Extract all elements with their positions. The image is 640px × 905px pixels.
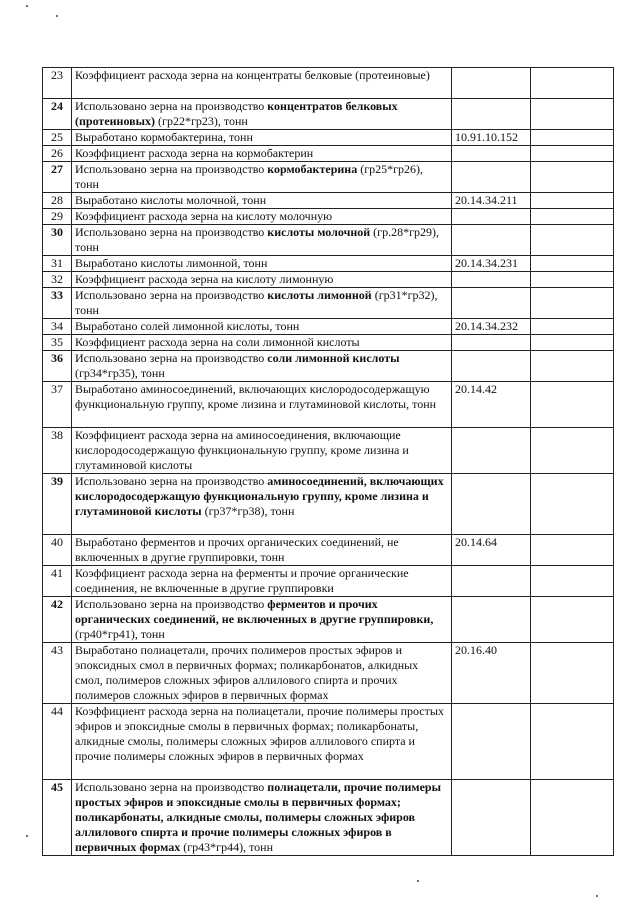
indicator-description-cell	[72, 68, 452, 99]
indicator-description-cell	[72, 780, 452, 856]
table-row	[43, 597, 614, 643]
product-code-cell	[452, 351, 531, 382]
value-cell	[531, 209, 614, 225]
indicator-description-cell	[72, 209, 452, 225]
table-row	[43, 780, 614, 856]
description-text: Выработано аминосоединений, включающих кислородосодержащую функциональную группу, кроме лизина и глутаминовой кислоты, тонн	[75, 382, 437, 411]
description-text: Коэффициент расхода зерна на соли лимонной кислоты	[75, 335, 360, 349]
product-code-cell: 20.16.40	[452, 643, 531, 704]
table-row	[43, 146, 614, 162]
indicator-description-cell	[72, 225, 452, 256]
description-text: Выработано кормобактерина, тонн	[75, 130, 253, 144]
row-number-cell: 32	[43, 272, 72, 288]
description-text: Использовано зерна на производство	[75, 474, 268, 488]
indicator-description-cell	[72, 288, 452, 319]
value-cell	[531, 68, 614, 99]
row-number-cell: 28	[43, 193, 72, 209]
value-cell	[531, 225, 614, 256]
table-row	[43, 225, 614, 256]
row-number-cell: 45	[43, 780, 72, 856]
table-row	[43, 162, 614, 193]
indicator-description-cell	[72, 130, 452, 146]
table-row	[43, 288, 614, 319]
indicator-description-cell	[72, 704, 452, 780]
product-code-cell: 20.14.42	[452, 382, 531, 428]
product-code-cell	[452, 146, 531, 162]
table-row	[43, 68, 614, 99]
description-text: Выработано кислоты молочной, тонн	[75, 193, 267, 207]
indicator-description-cell	[72, 566, 452, 597]
description-text: Коэффициент расхода зерна на кислоту лимонную	[75, 272, 334, 286]
table-row	[43, 428, 614, 474]
description-text: Выработано ферментов и прочих органических соединений, не включенных в другие группировки, тонн	[75, 535, 399, 564]
row-number-cell: 30	[43, 225, 72, 256]
value-cell	[531, 288, 614, 319]
description-text: (гр.28*гр29), тонн	[75, 225, 440, 254]
table-row	[43, 319, 614, 335]
product-code-cell: 20.14.34.232	[452, 319, 531, 335]
row-number-cell: 29	[43, 209, 72, 225]
value-cell	[531, 780, 614, 856]
product-code-cell	[452, 474, 531, 535]
product-code-cell: 20.14.34.211	[452, 193, 531, 209]
row-number-cell: 44	[43, 704, 72, 780]
description-text: (гр43*гр44), тонн	[180, 840, 274, 854]
value-cell	[531, 643, 614, 704]
value-cell	[531, 272, 614, 288]
indicator-description-cell	[72, 643, 452, 704]
description-bold-text: полиацетали, прочие полимеры простых эфиров и эпоксидные смолы в первичных формах; поликарбонаты, алкидные смолы, полимеры сложных эфиров аллилового спирта и прочие полимеры сложных эфиров в первичных формах	[75, 780, 441, 854]
scan-speck	[596, 895, 598, 897]
indicator-description-cell	[72, 319, 452, 335]
description-bold-text: концентратов белковых (протеиновых)	[75, 99, 398, 128]
table-row	[43, 351, 614, 382]
description-text: Использовано зерна на производство	[75, 162, 268, 176]
indicator-description-cell	[72, 351, 452, 382]
scan-speck	[26, 5, 28, 7]
description-text: (гр37*гр38), тонн	[201, 504, 295, 518]
row-number-cell: 39	[43, 474, 72, 535]
description-text: (гр22*гр23), тонн	[155, 114, 248, 128]
indicator-description-cell	[72, 256, 452, 272]
product-code-cell	[452, 780, 531, 856]
value-cell	[531, 428, 614, 474]
row-number-cell: 43	[43, 643, 72, 704]
description-text: (гр31*гр32), тонн	[75, 288, 438, 317]
description-text: Использовано зерна на производство	[75, 351, 268, 365]
indicator-description-cell	[72, 193, 452, 209]
description-text: Выработано солей лимонной кислоты, тонн	[75, 319, 300, 333]
indicator-description-cell	[72, 597, 452, 643]
description-bold-text: ферментов и прочих органических соединений, не включенных в другие группировки,	[75, 597, 434, 626]
indicator-description-cell	[72, 382, 452, 428]
table-row	[43, 193, 614, 209]
value-cell	[531, 256, 614, 272]
description-text: Коэффициент расхода зерна на полиацетали, прочие полимеры простых эфиров и эпоксидные смолы в первичных формах; поликарбонаты, алкидные смолы, полимеры сложных эфиров аллилового спирта и прочие полимеры сложных эфиров в первичных формах	[75, 704, 444, 763]
value-cell	[531, 99, 614, 130]
table-row	[43, 474, 614, 535]
product-code-cell	[452, 209, 531, 225]
table-row	[43, 209, 614, 225]
table-row	[43, 99, 614, 130]
scan-speck	[26, 835, 28, 837]
row-number-cell: 36	[43, 351, 72, 382]
product-code-cell: 10.91.10.152	[452, 130, 531, 146]
indicator-description-cell	[72, 146, 452, 162]
product-code-cell	[452, 99, 531, 130]
value-cell	[531, 535, 614, 566]
value-cell	[531, 597, 614, 643]
table-row	[43, 566, 614, 597]
table-row	[43, 535, 614, 566]
description-text: Коэффициент расхода зерна на кормобактерин	[75, 146, 314, 160]
row-number-cell: 35	[43, 335, 72, 351]
description-text: Использовано зерна на производство	[75, 780, 268, 794]
value-cell	[531, 704, 614, 780]
table-row	[43, 704, 614, 780]
description-text: (гр34*гр35), тонн	[75, 366, 165, 380]
value-cell	[531, 566, 614, 597]
value-cell	[531, 162, 614, 193]
table-row	[43, 382, 614, 428]
row-number-cell: 24	[43, 99, 72, 130]
description-text: Коэффициент расхода зерна на концентраты белковые (протеиновые)	[75, 68, 430, 82]
value-cell	[531, 474, 614, 535]
indicator-description-cell	[72, 272, 452, 288]
product-code-cell	[452, 335, 531, 351]
value-cell	[531, 351, 614, 382]
indicator-description-cell	[72, 335, 452, 351]
product-code-cell	[452, 566, 531, 597]
product-code-cell: 20.14.34.231	[452, 256, 531, 272]
row-number-cell: 40	[43, 535, 72, 566]
indicator-description-cell	[72, 99, 452, 130]
description-text: (гр25*гр26), тонн	[75, 162, 424, 191]
table-row	[43, 643, 614, 704]
description-bold-text: кислоты лимонной	[267, 288, 372, 302]
row-number-cell: 38	[43, 428, 72, 474]
row-number-cell: 37	[43, 382, 72, 428]
row-number-cell: 26	[43, 146, 72, 162]
product-code-cell	[452, 428, 531, 474]
value-cell	[531, 193, 614, 209]
value-cell	[531, 335, 614, 351]
description-text: Выработано кислоты лимонной, тонн	[75, 256, 268, 270]
row-number-cell: 23	[43, 68, 72, 99]
table-row	[43, 272, 614, 288]
description-bold-text: кормобактерина	[267, 162, 358, 176]
scan-speck	[56, 15, 58, 17]
product-code-cell	[452, 272, 531, 288]
indicator-description-cell	[72, 474, 452, 535]
row-number-cell: 27	[43, 162, 72, 193]
description-text: Использовано зерна на производство	[75, 288, 268, 302]
table-row	[43, 335, 614, 351]
description-text: (гр40*гр41), тонн	[75, 627, 165, 641]
value-cell	[531, 146, 614, 162]
row-number-cell: 41	[43, 566, 72, 597]
description-text: Использовано зерна на производство	[75, 225, 268, 239]
description-text: Коэффициент расхода зерна на кислоту молочную	[75, 209, 333, 223]
description-bold-text: кислоты молочной	[267, 225, 371, 239]
row-number-cell: 33	[43, 288, 72, 319]
value-cell	[531, 382, 614, 428]
row-number-cell: 31	[43, 256, 72, 272]
product-code-cell	[452, 68, 531, 99]
description-text: Использовано зерна на производство	[75, 99, 268, 113]
table-row	[43, 130, 614, 146]
table-row	[43, 256, 614, 272]
product-code-cell	[452, 225, 531, 256]
value-cell	[531, 319, 614, 335]
indicator-table	[42, 67, 614, 856]
indicator-description-cell	[72, 535, 452, 566]
row-number-cell: 25	[43, 130, 72, 146]
product-code-cell	[452, 288, 531, 319]
description-text: Коэффициент расхода зерна на ферменты и прочие органические соединения, не включенные в другие группировки	[75, 566, 409, 595]
description-text: Коэффициент расхода зерна на аминосоединения, включающие кислородосодержащую функциональную группу, кроме лизина и глутаминовой кислоты	[75, 428, 409, 472]
scan-speck	[417, 880, 419, 882]
product-code-cell	[452, 597, 531, 643]
indicator-description-cell	[72, 428, 452, 474]
row-number-cell: 34	[43, 319, 72, 335]
description-text: Использовано зерна на производство	[75, 597, 268, 611]
product-code-cell	[452, 162, 531, 193]
description-bold-text: соли лимонной кислоты	[267, 351, 400, 365]
row-number-cell: 42	[43, 597, 72, 643]
description-text: Выработано полиацетали, прочих полимеров простых эфиров и эпоксидных смол в первичных формах; поликарбонатов, алкидных смол, полимеров сложных эфиров аллилового спирта и прочих полимеров сложных эфиров в первичных формах	[75, 643, 419, 702]
value-cell	[531, 130, 614, 146]
indicator-description-cell	[72, 162, 452, 193]
product-code-cell: 20.14.64	[452, 535, 531, 566]
table-body	[43, 68, 614, 856]
product-code-cell	[452, 704, 531, 780]
description-bold-text: аминосоединений, включающих кислородосодержащую функциональную группу, кроме лизина и глутаминовой кислоты	[75, 474, 444, 518]
